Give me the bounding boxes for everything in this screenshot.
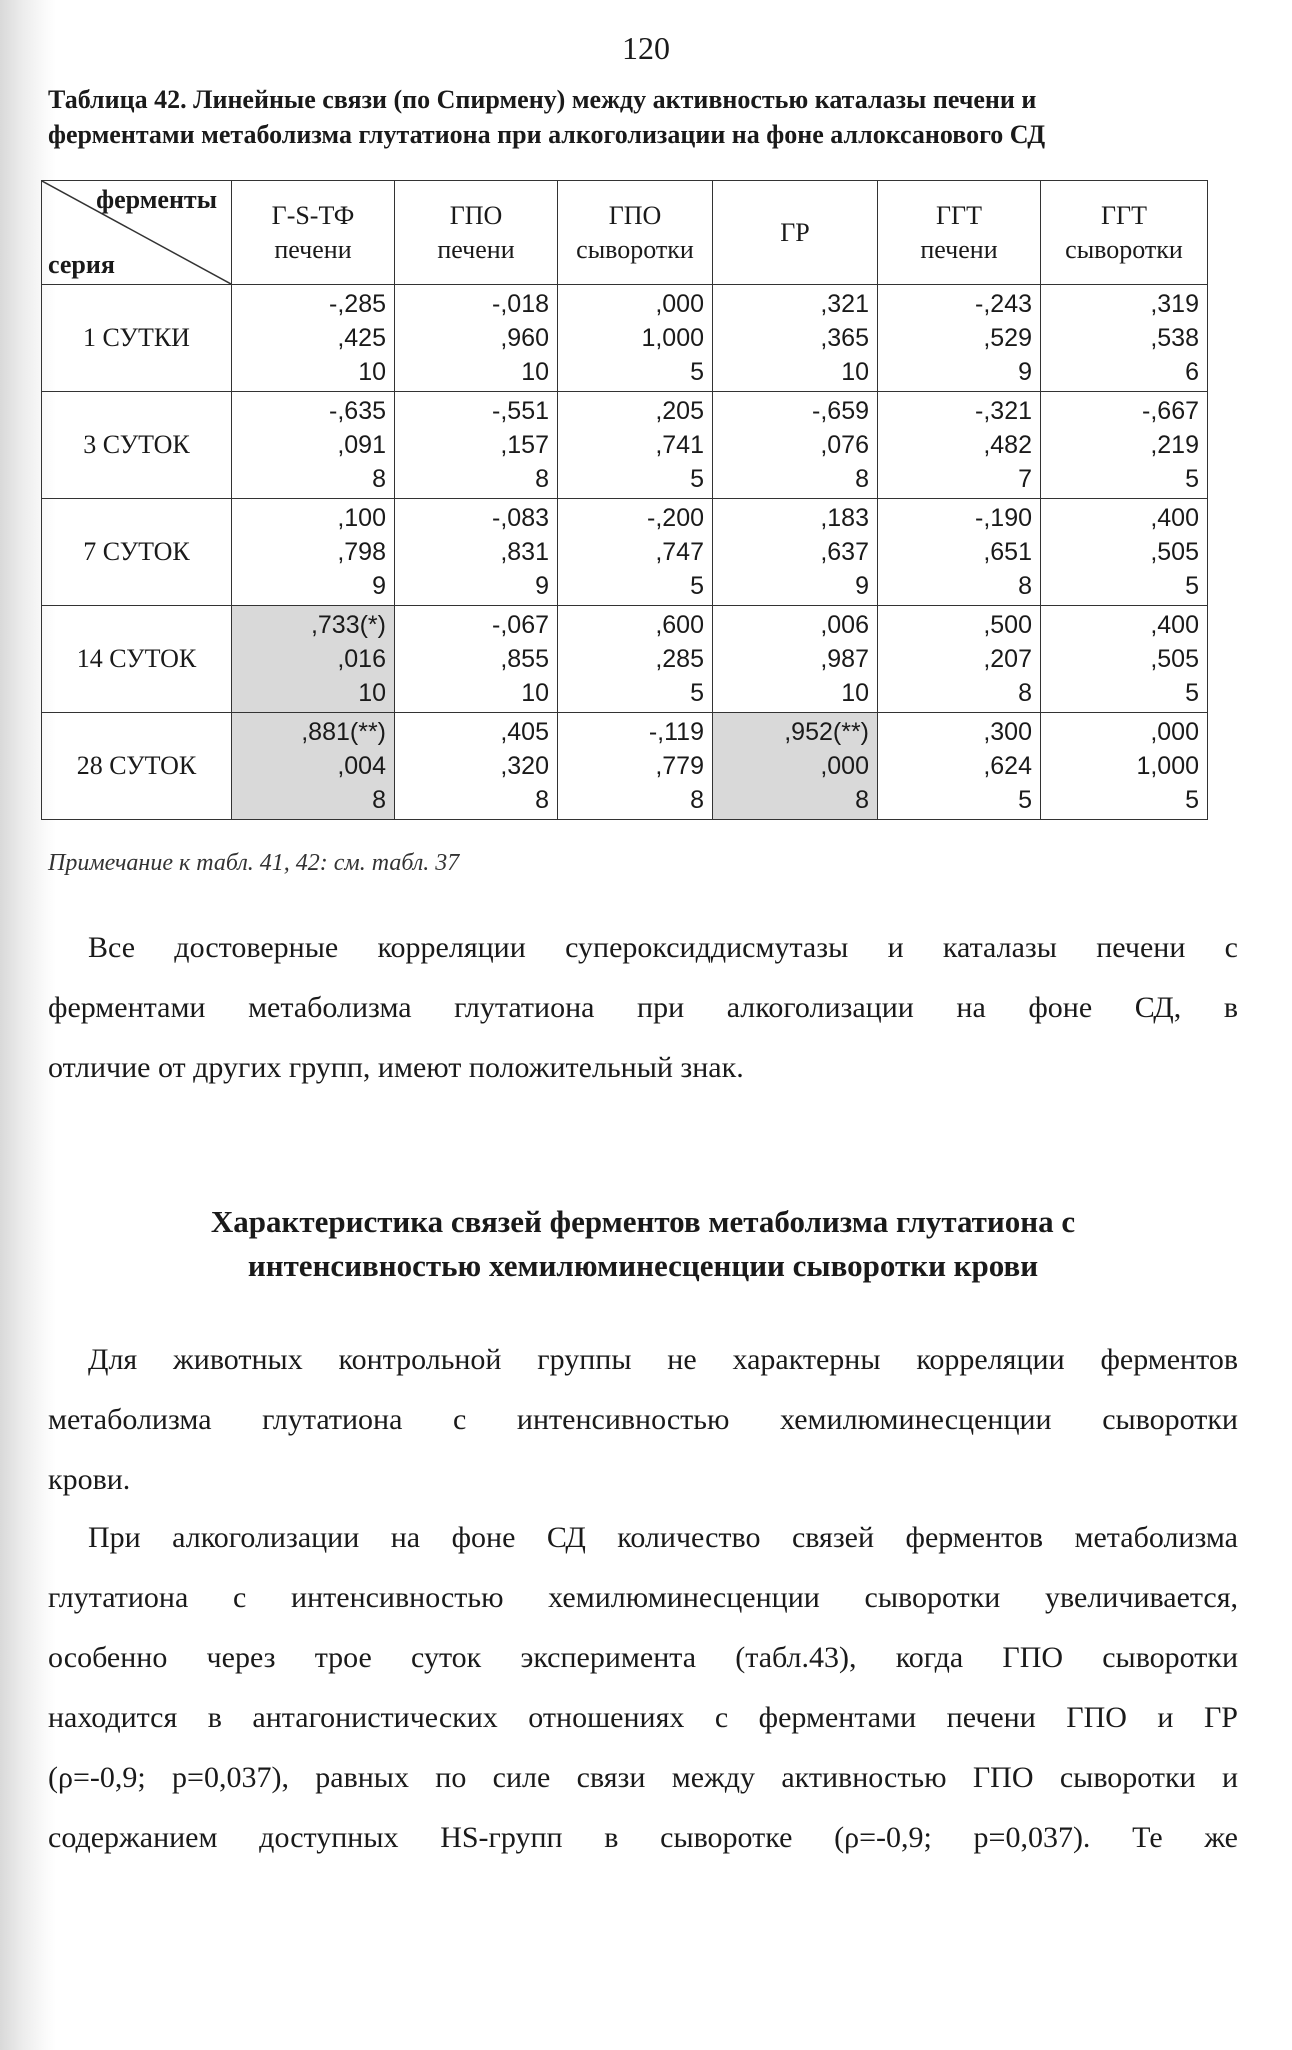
rho-value: -,200 [647,504,704,532]
n-value: 8 [855,465,869,493]
paragraph [48,1508,1238,1868]
n-value: 8 [372,465,386,493]
n-value: 10 [841,679,869,707]
rho-value: -,659 [812,397,869,425]
p-value: ,624 [983,752,1032,780]
rho-value: ,006 [820,611,869,639]
table-caption-line: Таблица 42. Линейные связи (по Спирмену) между активностью каталазы печени и [48,85,1037,114]
p-value: ,000 [820,752,869,780]
n-value: 9 [855,572,869,600]
text-line: Все достоверные корреляции супероксиддисмутазы и каталазы печени с [88,931,1238,964]
correlation-cell [878,499,1041,606]
n-value: 5 [690,465,704,493]
correlation-cell [558,499,713,606]
p-value: ,091 [337,431,386,459]
rho-value: ,881(**) [301,718,386,746]
significant-correlation-cell [232,606,395,713]
n-value: 8 [1018,572,1032,600]
p-value: ,747 [655,538,704,566]
rho-value: ,400 [1150,611,1199,639]
correlation-cell [1041,392,1208,499]
rho-value: ,000 [1150,718,1199,746]
n-value: 9 [372,572,386,600]
rho-value: -,285 [329,290,386,318]
correlation-cell [395,499,558,606]
text-line: содержанием доступных HS-групп в сыворотке (ρ=-0,9; p=0,037). Те же [48,1821,1238,1854]
n-value: 7 [1018,465,1032,493]
correlation-cell [878,285,1041,392]
p-value: ,016 [337,645,386,673]
correlation-cell [878,713,1041,820]
correlation-cell [878,392,1041,499]
correlation-cell [713,392,878,499]
p-value: ,207 [983,645,1032,673]
n-value: 5 [1185,465,1199,493]
page-number: 120 [622,30,670,66]
n-value: 8 [372,786,386,814]
correlation-cell [1041,499,1208,606]
text-line: ферментами метаболизма глутатиона при алкоголизации на фоне СД, в [48,991,1238,1024]
text-line: Для животных контрольной группы не характерны корреляции ферментов [88,1343,1238,1376]
text-line: особенно через трое суток эксперимента (табл.43), когда ГПО сыворотки [48,1641,1238,1674]
p-value: ,505 [1150,538,1199,566]
significant-correlation-cell [232,713,395,820]
correlation-cell [1041,713,1208,820]
p-value: ,320 [500,752,549,780]
table-corner-cell [42,181,232,285]
n-value: 5 [1185,572,1199,600]
rho-value: ,500 [983,611,1032,639]
p-value: ,798 [337,538,386,566]
column-header: ГР [713,181,878,285]
n-value: 8 [690,786,704,814]
correlation-table [41,180,1208,820]
p-value: ,651 [983,538,1032,566]
rho-value: -,018 [492,290,549,318]
correlation-cell [232,285,395,392]
rho-value: ,600 [655,611,704,639]
row-label: 7 СУТОК [42,499,232,606]
rho-value: -,067 [492,611,549,639]
p-value: ,004 [337,752,386,780]
p-value: ,529 [983,324,1032,352]
correlation-cell [395,713,558,820]
paragraph [48,918,1238,1098]
n-value: 10 [358,679,386,707]
text-line: отличие от других групп, имеют положительный знак. [48,1051,744,1084]
rho-value: ,952(**) [784,718,869,746]
n-value: 5 [1185,786,1199,814]
correlation-cell [713,606,878,713]
text-line: При алкоголизации на фоне СД количество связей ферментов метаболизма [88,1521,1238,1554]
p-value: ,482 [983,431,1032,459]
rho-value: -,243 [975,290,1032,318]
table-body [42,285,1208,820]
p-value: ,637 [820,538,869,566]
table-caption [48,82,1238,152]
n-value: 10 [521,358,549,386]
n-value: 6 [1185,358,1199,386]
rho-value: -,551 [492,397,549,425]
n-value: 8 [1018,679,1032,707]
table-header-row [42,181,1208,285]
rho-value: ,300 [983,718,1032,746]
p-value: ,831 [500,538,549,566]
heading-line: интенсивностью хемилюминесценции сыворотки крови [247,1248,1039,1283]
n-value: 8 [535,786,549,814]
p-value: ,425 [337,324,386,352]
column-header: ГПО сыворотки [558,181,713,285]
rho-value: ,183 [820,504,869,532]
paragraph [48,1330,1238,1510]
p-value: ,219 [1150,431,1199,459]
correlation-cell [395,606,558,713]
correlation-cell [232,499,395,606]
row-label: 3 СУТОК [42,392,232,499]
table-row [42,499,1208,606]
n-value: 5 [1185,679,1199,707]
correlation-cell [558,713,713,820]
p-value: ,855 [500,645,549,673]
text-line: находится в антагонистических отношениях с ферментами печени ГПО и ГР [48,1701,1238,1734]
rho-value: ,319 [1150,290,1199,318]
n-value: 8 [855,786,869,814]
correlation-cell [713,499,878,606]
n-value: 5 [690,572,704,600]
text-line: (ρ=-0,9; p=0,037), равных по силе связи между активностью ГПО сыворотки и [48,1761,1238,1794]
n-value: 8 [535,465,549,493]
column-header: ГГТ печени [878,181,1041,285]
text-line: метаболизма глутатиона с интенсивностью хемилюминесценции сыворотки [48,1403,1238,1436]
correlation-cell [713,285,878,392]
rho-value: ,405 [500,718,549,746]
rho-value: -,635 [329,397,386,425]
rho-value: ,000 [655,290,704,318]
n-value: 10 [358,358,386,386]
text-line: глутатиона с интенсивностью хемилюминесценции сыворотки увеличивается, [48,1581,1238,1614]
corner-label-enzymes: ферменты [96,185,217,214]
rho-value: ,321 [820,290,869,318]
column-header: ГГТ сыворотки [1041,181,1208,285]
table-row [42,606,1208,713]
table-row [42,285,1208,392]
row-label: 14 СУТОК [42,606,232,713]
p-value: 1,000 [641,324,704,352]
text-line: крови. [48,1463,131,1496]
rho-value: ,100 [337,504,386,532]
p-value: ,960 [500,324,549,352]
rho-value: -,119 [648,718,704,746]
p-value: ,076 [820,431,869,459]
table-note: Примечание к табл. 41, 42: см. табл. 37 [48,850,460,876]
p-value: ,157 [500,431,549,459]
row-label: 1 СУТКИ [42,285,232,392]
p-value: 1,000 [1136,752,1199,780]
corner-label-series: серия [48,250,115,279]
section-heading [48,1200,1238,1288]
correlation-cell [395,392,558,499]
correlation-cell [1041,285,1208,392]
n-value: 9 [1018,358,1032,386]
rho-value: -,667 [1142,397,1199,425]
table-row [42,392,1208,499]
significant-correlation-cell [713,713,878,820]
rho-value: -,190 [975,504,1032,532]
p-value: ,741 [655,431,704,459]
p-value: ,987 [820,645,869,673]
correlation-cell [558,285,713,392]
row-label: 28 СУТОК [42,713,232,820]
n-value: 10 [841,358,869,386]
heading-line: Характеристика связей ферментов метаболизма глутатиона с [210,1204,1076,1239]
rho-value: -,083 [492,504,549,532]
correlation-cell [878,606,1041,713]
rho-value: ,400 [1150,504,1199,532]
rho-value: ,205 [655,397,704,425]
n-value: 10 [521,679,549,707]
n-value: 5 [1018,786,1032,814]
p-value: ,779 [655,752,704,780]
correlation-cell [232,392,395,499]
rho-value: ,733(*) [310,611,386,639]
n-value: 5 [690,358,704,386]
p-value: ,285 [655,645,704,673]
table-caption-line: ферментами метаболизма глутатиона при алкоголизации на фоне аллоксанового СД [48,120,1046,149]
p-value: ,365 [820,324,869,352]
table-row [42,713,1208,820]
correlation-cell [558,392,713,499]
n-value: 5 [690,679,704,707]
n-value: 9 [535,572,549,600]
rho-value: -,321 [975,397,1032,425]
column-header: Г-S-ТФ печени [232,181,395,285]
p-value: ,538 [1150,324,1199,352]
correlation-cell [1041,606,1208,713]
correlation-cell [395,285,558,392]
p-value: ,505 [1150,645,1199,673]
column-header: ГПО печени [395,181,558,285]
correlation-cell [558,606,713,713]
